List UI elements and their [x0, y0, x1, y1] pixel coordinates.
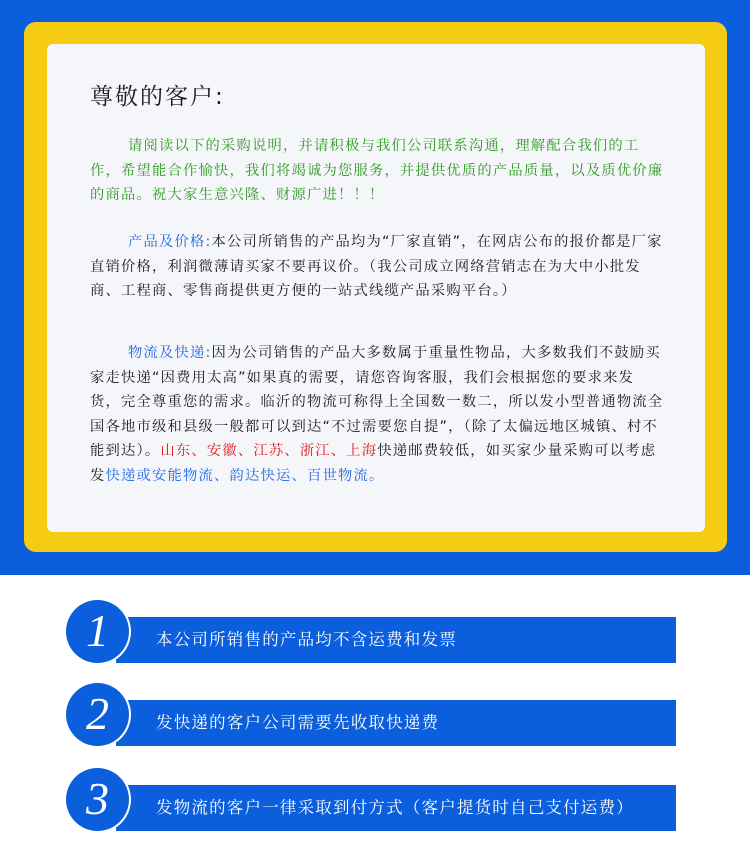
logistics-mid-text: 快递邮费较低，如买家少量采购可以考虑发 [90, 443, 657, 484]
step-item-2 [66, 683, 678, 743]
price-text: 本公司所销售的产品均为“厂家直销”，在网店公布的报价都是厂家直销价格，利润微薄请买家不要再议价。（我公司成立网络营销志在为大中小批发商、工程商、零售商提供更方便的一站式线缆产品采购平台。） [90, 234, 663, 299]
logistics-paragraph [90, 341, 664, 488]
step-number-badge: 2 [66, 683, 129, 746]
price-paragraph [90, 230, 664, 304]
step-text: 本公司所销售的产品均不含运费和发票 [156, 630, 457, 649]
step-text: 发物流的客户一律采取到付方式（客户提货时自己支付运费） [156, 798, 634, 817]
step-text: 发快递的客户公司需要先收取快递费 [156, 713, 440, 732]
intro-paragraph [90, 134, 664, 208]
step-item-3 [66, 768, 678, 828]
logistics-text: 因为公司销售的产品大多数属于重量性物品，大多数我们不鼓励买家走快递“因费用太高”如果真的需要，请您咨询客服，我们会根据您的要求来发货，完全尊重您的需求。临沂的物流可称得上全国数一数二，所以发小型普通物流全国各地市级和县级一般都可以到达“不过需要您自提”，（除了太偏远地区城镇、村不能到达）。 [90, 345, 664, 459]
price-label: 产品及价格: [128, 234, 212, 250]
step-item-1 [66, 600, 678, 660]
step-number-badge: 3 [66, 768, 129, 831]
carrier-highlight: 快递或安能物流、韵达快运、百世物流。 [105, 467, 385, 484]
step-number-badge: 1 [66, 600, 129, 663]
region-highlight: 山东、安徽、江苏、浙江、上海 [160, 443, 378, 459]
greeting-title: 尊敬的客户: [90, 84, 225, 110]
logistics-label: 物流及快递: [128, 345, 212, 361]
intro-text: 请阅读以下的采购说明，并请积极与我们公司联系沟通，理解配合我们的工作，希望能合作愉快，我们将竭诚为您服务，并提供优质的产品质量，以及质优价廉的商品。祝大家生意兴隆、财源广进！！！ [90, 138, 664, 203]
